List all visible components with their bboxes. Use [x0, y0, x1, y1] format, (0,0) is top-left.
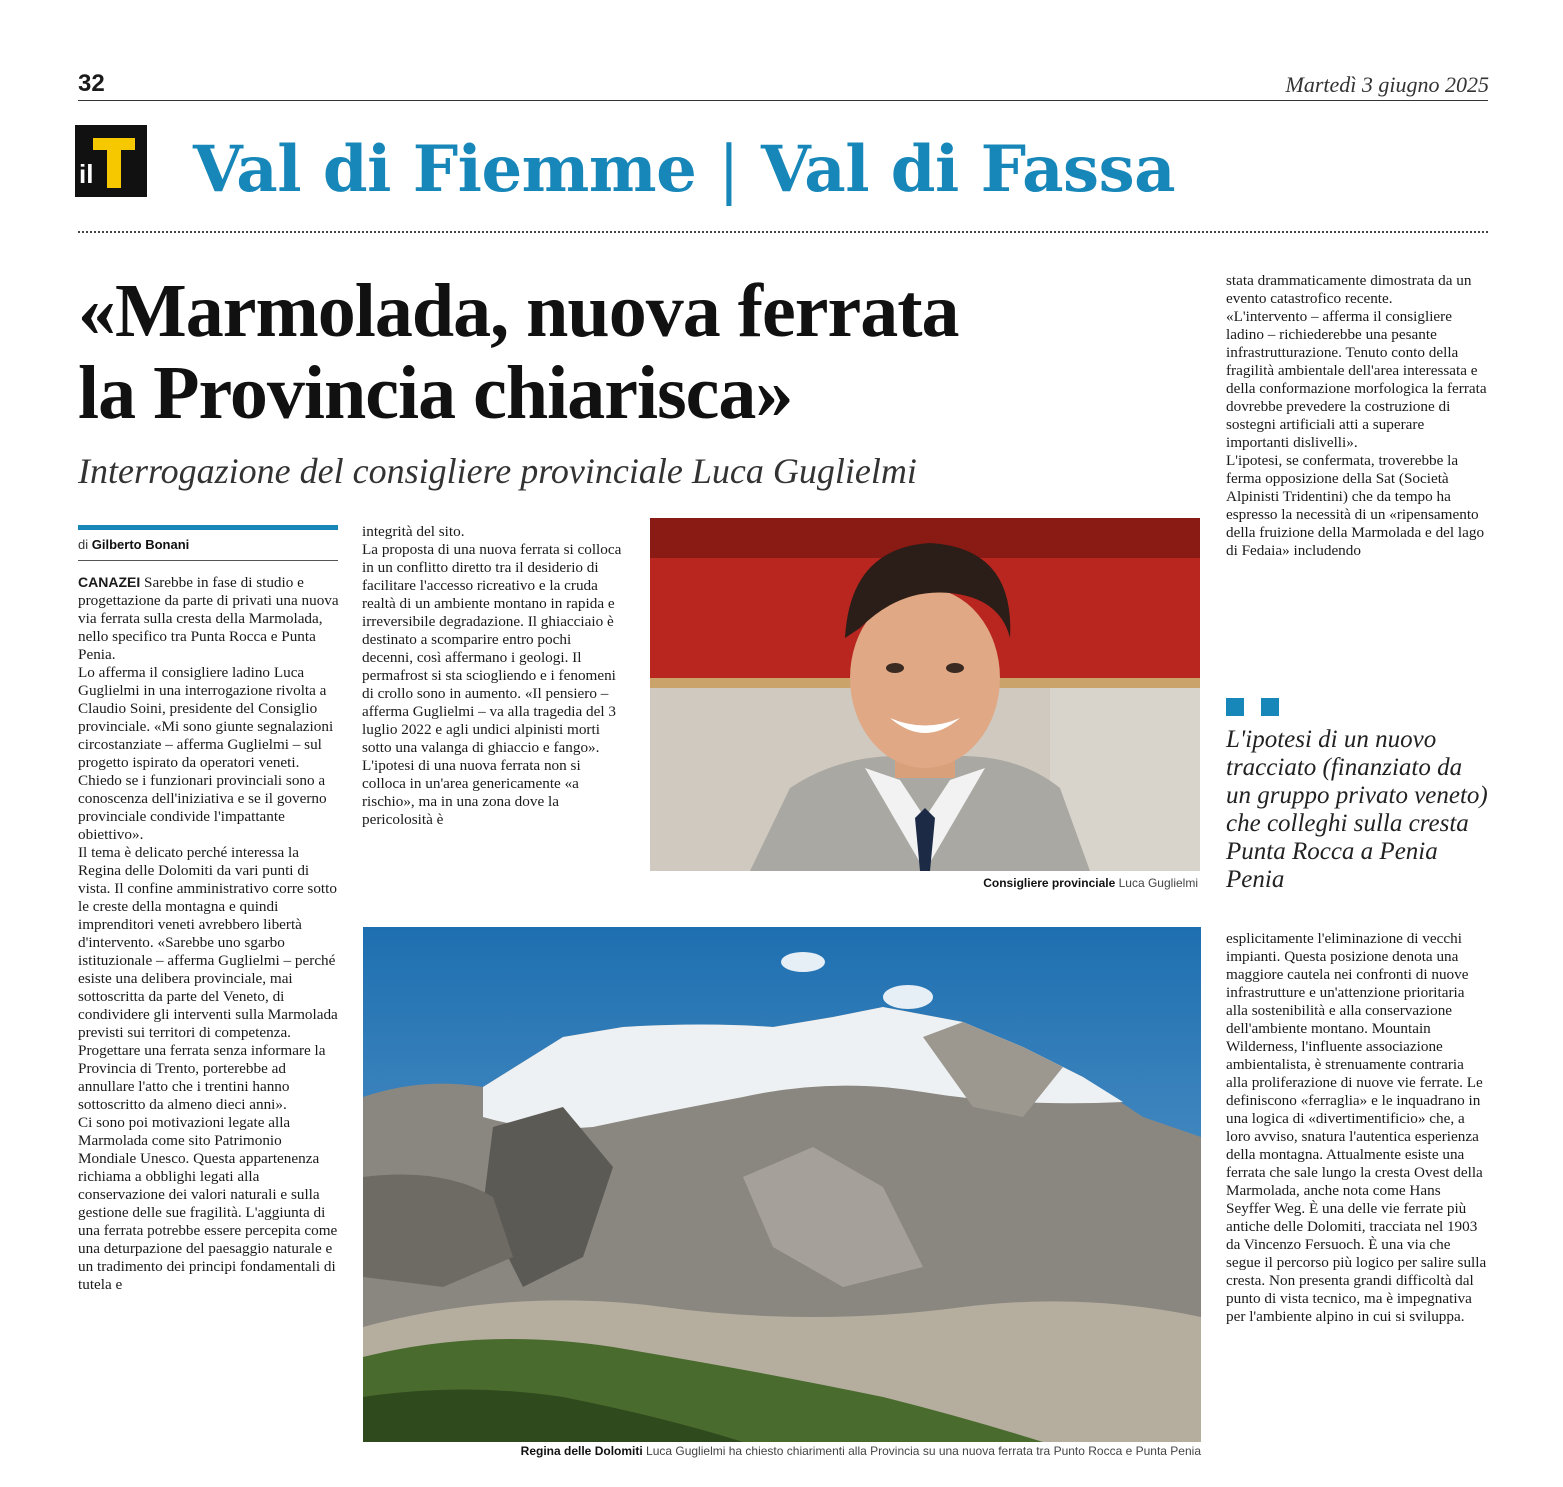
paragraph: L'ipotesi di una nuova ferrata non si colloca in un'area genericamente «a rischio», ma in una zona dove la pericolosità è: [362, 757, 581, 828]
headline-line-2: la Provincia chiarisca»: [78, 351, 793, 435]
paragraph: stata drammaticamente dimostrata da un evento catastrofico recente.: [1226, 272, 1472, 307]
quote-marker-square: [1261, 698, 1279, 716]
paragraph: Ci sono poi motivazioni legate alla Marmolada come sito Patrimonio Mondiale Unesco. Questa appartenenza richiama a obblighi legati alla conservazione dei valori naturali e sulla gestione delle sue fragilità. L'aggiunta di una ferrata potrebbe essere percepita come una deturpazione del paesaggio naturale e un tradimento dei principi fondamentali di tutela e: [78, 1114, 338, 1293]
header-rule: [78, 100, 1488, 101]
paragraph: Lo afferma il consigliere ladino Luca Guglielmi in una interrogazione rivolta a Claudio Soini, presidente del Consiglio provinciale. «Mi sono giunte segnalazioni circostanziate – afferma Guglielmi – sul progetto ispirato da operatori veneti. Chiedo se i funzionari provinciali sono a conoscenza dell'iniziativa e se il governo provinciale condivide l'impattante obiettivo».: [78, 664, 334, 843]
caption-text: Luca Guglielmi ha chiesto chiarimenti alla Provincia su una nuova ferrata tra Punto Rocca e Punta Penia: [642, 1444, 1201, 1458]
lead-text: Sarebbe in fase di studio e progettazione da parte di privati una nuova via ferrata sulla cresta della Marmolada, nello specifico tra Punta Rocca e Punta Penia.: [78, 574, 339, 663]
article-column-1: [78, 574, 340, 1294]
lead-paragraph: [78, 574, 340, 664]
section-separator: |: [718, 133, 740, 207]
paragraph: La proposta di una nuova ferrata si colloca in un conflitto diretto tra il desiderio di facilitare l'accesso ricreativo e la cruda realtà di un ambiente montano in rapida e irreversibile degradazione. Il ghiacciaio è destinato a scomparire entro pochi decenni, così affermano i geologi. Il permafrost si sta sciogliendo e i fenomeni di crollo sono in aumento. «Il pensiero – afferma Guglielmi – va alla tragedia del 3 luglio 2022 e agli undici alpinisti morti sotto una valanga di ghiaccio e fango».: [362, 541, 622, 756]
issue-date: Martedì 3 giugno 2025: [1285, 72, 1489, 97]
article-column-2: [362, 523, 624, 829]
dateline: CANAZEI: [78, 574, 141, 590]
caption-bold: Consigliere provinciale: [983, 876, 1116, 890]
article-column-3-top: [1226, 272, 1488, 560]
article-column-3-bottom: [1226, 930, 1488, 1326]
paragraph: esplicitamente l'eliminazione di vecchi impianti. Questa posizione denota una maggiore cautela nei confronti di nuove infrastrutture e un'attenzione prioritaria alla sostenibilità e alla conservazione dell'ambiente montano. Mountain Wilderness, l'influente associazione ambientalista, è strenuamente contraria alla proliferazione di nuove vie ferrate. Le definiscono «ferraglia» e le inquadrano in una logica di «divertimentificio» che, a loro avviso, snatura l'autentica esperienza della montagna. Attualmente esiste una ferrata che sale lungo la cresta Ovest della Marmolada, anche nota come Hans Seyffer Weg. È una delle vie ferrate più antiche delle Dolomiti, tracciata nel 1903 da Vincenzo Fersuoch. È una via che segue il percorso più logico per salire sulla cresta. Non presenta grandi difficoltà dal punto di vista tecnico, ma è impegnativa per l'ambiente alpino in cui si sviluppa.: [1226, 930, 1487, 1325]
portrait-caption: [650, 876, 1198, 890]
mountain-illustration: [363, 927, 1201, 1442]
section-left: Val di Fiemme: [193, 132, 697, 207]
logo-t-stem: [107, 138, 121, 188]
logo-text: il: [79, 159, 94, 189]
newspaper-logo: [75, 125, 147, 197]
portrait-photo: [650, 518, 1200, 871]
page-number: 32: [78, 70, 105, 97]
paragraph: «L'intervento – afferma il consigliere ladino – richiederebbe una pesante infrastrutturazione. Tenuto conto della fragilità ambientale dell'area interessata e della conformazione morfologica la ferrata dovrebbe prevedere la costruzione di sostegni artificiali atti a superare importanti dislivelli».: [1226, 308, 1487, 451]
headline-line-1: «Marmolada, nuova ferrata: [78, 269, 959, 353]
paragraph: integrità del sito.: [362, 523, 465, 540]
byline-rule: [78, 560, 338, 561]
byline-prefix: di: [78, 537, 89, 552]
portrait-illustration: [650, 518, 1200, 871]
section-title: [193, 132, 1175, 207]
section-divider: [78, 231, 1488, 233]
caption-bold: Regina delle Dolomiti: [520, 1444, 643, 1458]
marmolada-photo: [363, 927, 1201, 1442]
paragraph: L'ipotesi, se confermata, troverebbe la ferma opposizione della Sat (Società Alpinisti Tridentini) che da tempo ha espresso la necessità di un «ripensamento della fruizione della Marmolada e del lago di Fedaia» includendo: [1226, 452, 1485, 559]
section-right: Val di Fassa: [760, 132, 1176, 207]
quote-marker-square: [1226, 698, 1244, 716]
author-name: Gilberto Bonani: [91, 537, 190, 552]
byline-bar: [78, 525, 338, 530]
pull-quote: L'ipotesi di un nuovo tracciato (finanziato da un gruppo privato veneto) che colleghi sulla cresta Punta Rocca a Penia Penia: [1226, 726, 1488, 893]
mountain-caption: [363, 1444, 1201, 1458]
paragraph: Il tema è delicato perché interessa la Regina delle Dolomiti da vari punti di vista. Il confine amministrativo corre sotto le creste della montagna e quindi imprenditori veneti avrebbero libertà d'intervento. «Sarebbe uno sgarbo istituzionale – afferma Guglielmi – perché esiste una delibera provinciale, mai sottoscritta da parte del Veneto, di condividere gli interventi sulla Marmolada previsti sui territori di competenza. Progettare una ferrata senza informare la Provincia di Trento, porterebbe ad annullare l'atto che i trentini hanno sottoscritto da almeno dieci anni».: [78, 844, 338, 1113]
headline: [78, 270, 1178, 434]
caption-text: Luca Guglielmi: [1115, 876, 1198, 890]
byline: [78, 537, 189, 552]
subtitle: Interrogazione del consigliere provinciale Luca Guglielmi: [78, 451, 917, 491]
